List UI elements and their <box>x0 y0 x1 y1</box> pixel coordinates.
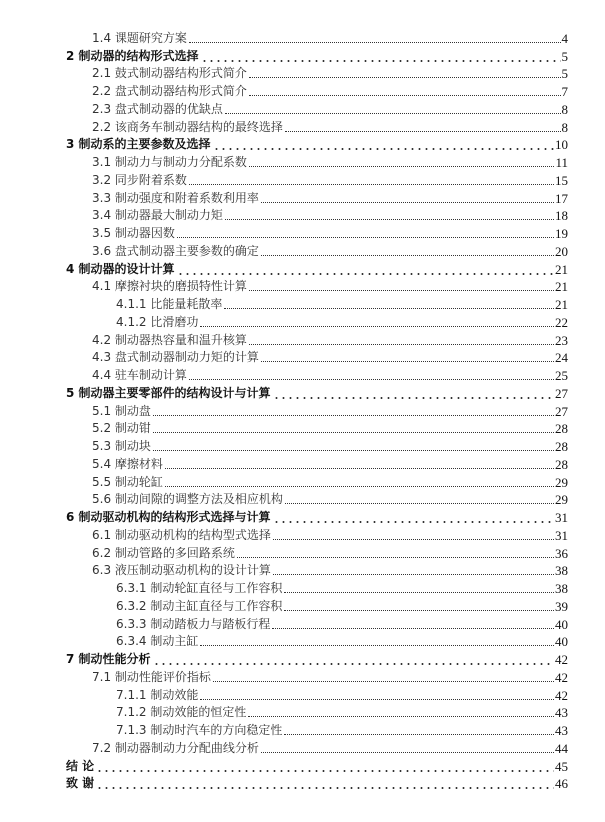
toc-section-entry[interactable] <box>66 82 568 100</box>
dot-leader <box>261 254 554 256</box>
dot-leader <box>165 467 554 469</box>
toc-entry-title: 5.4 摩擦材料 <box>92 456 163 471</box>
toc-page-number: 21 <box>555 279 568 295</box>
dot-leader <box>225 112 561 114</box>
dot-leader <box>153 663 554 665</box>
toc-entry-title: 5.1 制动盘 <box>92 403 151 418</box>
toc-chapter-entry[interactable] <box>66 47 568 65</box>
toc-entry-title: 7.2 制动器制动力分配曲线分析 <box>92 740 259 755</box>
toc-entry-title: 2 制动器的结构形式选择 <box>66 48 199 63</box>
toc-subsection-entry[interactable] <box>66 686 568 704</box>
toc-entry-title: 4 制动器的设计计算 <box>66 261 175 276</box>
toc-chapter-entry[interactable] <box>66 136 568 154</box>
toc-page-number: 20 <box>555 243 568 259</box>
toc-entry-title: 7 制动性能分析 <box>66 652 151 666</box>
toc-entry-title: 2.1 鼓式制动器结构形式简介 <box>92 66 247 81</box>
toc-chapter-entry[interactable] <box>66 650 568 668</box>
dot-leader <box>273 573 554 575</box>
toc-chapter-entry[interactable] <box>66 260 568 278</box>
toc-page-number: 7 <box>561 84 568 99</box>
toc-section-entry[interactable] <box>66 65 568 83</box>
dot-leader <box>285 502 554 504</box>
toc-section-entry[interactable] <box>66 331 568 349</box>
dot-leader <box>284 733 554 735</box>
toc-entry-title: 结 论 <box>66 758 95 773</box>
toc-entry-title: 致 谢 <box>66 776 95 791</box>
toc-subsection-entry[interactable] <box>66 313 568 331</box>
toc-page-number: 21 <box>555 261 568 277</box>
toc-entry-title: 4.1.2 比滑磨功 <box>116 314 199 329</box>
dot-leader <box>237 556 554 558</box>
toc-entry-title: 3.1 制动力与制动力分配系数 <box>92 155 247 169</box>
toc-page-number: 11 <box>555 155 568 170</box>
toc-entry-title: 3.5 制动器因数 <box>92 226 175 240</box>
toc-page-number: 43 <box>555 723 568 738</box>
toc-entry-title: 6.2 制动管路的多回路系统 <box>92 545 235 560</box>
toc-entry-title: 2.3 盘式制动器的优缺点 <box>92 101 223 116</box>
dot-leader <box>165 485 554 487</box>
dot-leader <box>200 325 554 327</box>
toc-chapter-entry[interactable] <box>66 775 568 793</box>
dot-leader <box>177 236 554 238</box>
dot-leader <box>153 431 554 433</box>
dot-leader <box>273 538 554 540</box>
toc-page-number: 40 <box>555 634 568 650</box>
dot-leader <box>273 397 554 399</box>
toc-section-entry[interactable] <box>66 118 568 136</box>
toc-section-entry[interactable] <box>66 171 568 189</box>
dot-leader <box>189 41 561 43</box>
toc-entry-title: 5.6 制动间隙的调整方法及相应机构 <box>92 492 283 507</box>
dot-leader <box>249 289 554 291</box>
dot-leader <box>213 148 554 150</box>
toc-section-entry[interactable] <box>66 349 568 367</box>
toc-entry-title: 4.3 盘式制动器制动力矩的计算 <box>92 350 259 365</box>
toc-section-entry[interactable] <box>66 455 568 473</box>
dot-leader <box>249 343 554 345</box>
toc-subsection-entry[interactable] <box>66 721 568 739</box>
toc-entry-title: 2.2 盘式制动器结构形式简介 <box>92 84 247 98</box>
toc-entry-title: 6 制动驱动机构的结构形式选择与计算 <box>66 510 271 524</box>
toc-entry-title: 3.6 盘式制动器主要参数的确定 <box>92 243 259 258</box>
toc-page-number: 39 <box>555 598 568 614</box>
dot-leader <box>153 414 554 416</box>
toc-section-entry[interactable] <box>66 668 568 686</box>
dot-leader <box>261 360 554 362</box>
toc-page-number: 23 <box>555 332 568 348</box>
toc-page-number: 5 <box>561 66 568 82</box>
toc-page-number: 46 <box>555 776 568 792</box>
dot-leader <box>261 751 554 753</box>
toc-page-number: 44 <box>555 740 568 756</box>
toc-page-number: 24 <box>555 350 568 366</box>
toc-entry-title: 4.2 制动器热容量和温升核算 <box>92 332 247 347</box>
toc-entry-title: 5.5 制动轮缸 <box>92 474 163 489</box>
dot-leader <box>261 201 554 203</box>
table-of-contents <box>66 29 568 792</box>
dot-leader <box>96 770 554 772</box>
toc-entry-title: 5.2 制动钳 <box>92 421 151 436</box>
toc-chapter-entry[interactable] <box>66 508 568 526</box>
toc-subsection-entry[interactable] <box>66 579 568 597</box>
toc-entry-title: 3.4 制动器最大制动力矩 <box>92 208 223 223</box>
toc-page-number: 38 <box>555 563 568 579</box>
toc-page-number: 17 <box>555 190 568 206</box>
dot-leader <box>284 591 554 593</box>
dot-leader <box>177 273 554 275</box>
toc-entry-title: 6.1 制动驱动机构的结构型式选择 <box>92 527 271 542</box>
toc-entry-title: 3.2 同步附着系数 <box>92 172 187 187</box>
toc-page-number: 25 <box>555 368 568 383</box>
toc-subsection-entry[interactable] <box>66 295 568 313</box>
toc-page-number: 10 <box>555 137 568 153</box>
dot-leader <box>189 183 554 185</box>
toc-page-number: 18 <box>555 208 568 224</box>
dot-leader <box>284 609 554 611</box>
dot-leader <box>248 715 554 717</box>
dot-leader <box>225 218 554 220</box>
toc-entry-title: 6.3.4 制动主缸 <box>116 634 199 649</box>
toc-section-entry[interactable] <box>66 224 568 242</box>
toc-page-number: 29 <box>555 492 568 508</box>
toc-entry-title: 2.2 该商务车制动器结构的最终选择 <box>92 119 283 134</box>
toc-section-entry[interactable] <box>66 562 568 580</box>
toc-section-entry[interactable] <box>66 100 568 118</box>
toc-page-number: 31 <box>555 510 568 525</box>
toc-section-entry[interactable] <box>66 242 568 260</box>
dot-leader <box>200 698 554 700</box>
toc-entry-title: 4.1.1 比能量耗散率 <box>116 297 223 311</box>
dot-leader <box>249 76 561 78</box>
toc-page-number: 42 <box>555 652 568 667</box>
toc-entry-title: 4.4 驻车制动计算 <box>92 368 187 382</box>
toc-entry-title: 3.3 制动强度和附着系数利用率 <box>92 190 259 205</box>
toc-section-entry[interactable] <box>66 402 568 420</box>
dot-leader <box>285 130 561 132</box>
toc-entry-title: 7.1.3 制动时汽车的方向稳定性 <box>116 723 283 737</box>
toc-page-number: 45 <box>555 758 568 774</box>
dot-leader <box>249 94 561 96</box>
toc-section-entry[interactable] <box>66 278 568 296</box>
toc-entry-title: 6.3.1 制动轮缸直径与工作容积 <box>116 581 283 595</box>
toc-section-entry[interactable] <box>66 420 568 438</box>
toc-page-number: 8 <box>561 119 568 135</box>
toc-page-number: 36 <box>555 545 568 561</box>
dot-leader <box>201 60 561 62</box>
toc-page-number: 27 <box>555 403 568 419</box>
toc-page-number: 27 <box>555 385 568 401</box>
toc-chapter-entry[interactable] <box>66 757 568 775</box>
toc-subsection-entry[interactable] <box>66 633 568 651</box>
toc-section-entry[interactable] <box>66 739 568 757</box>
dot-leader <box>273 521 554 523</box>
dot-leader <box>200 644 554 646</box>
toc-section-entry[interactable] <box>66 366 568 384</box>
toc-entry-title: 7.1.2 制动效能的恒定性 <box>116 705 247 720</box>
dot-leader <box>96 787 554 789</box>
toc-section-entry[interactable] <box>66 437 568 455</box>
toc-section-entry[interactable] <box>66 526 568 544</box>
toc-entry-title: 6.3 液压制动驱动机构的设计计算 <box>92 563 271 578</box>
toc-entry-title: 4.1 摩擦衬块的磨损特性计算 <box>92 279 247 294</box>
toc-page-number: 4 <box>561 30 568 46</box>
toc-section-entry[interactable] <box>66 189 568 207</box>
toc-section-entry[interactable] <box>66 544 568 562</box>
toc-entry-title: 1.4 课题研究方案 <box>92 30 187 45</box>
toc-page-number: 42 <box>555 669 568 685</box>
toc-subsection-entry[interactable] <box>66 597 568 615</box>
toc-section-entry[interactable] <box>66 491 568 509</box>
toc-page-number: 22 <box>555 314 568 330</box>
toc-page-number: 5 <box>561 48 568 64</box>
toc-page-number: 29 <box>555 474 568 490</box>
dot-leader <box>272 627 554 629</box>
toc-section-entry[interactable] <box>66 207 568 225</box>
toc-page-number: 28 <box>555 439 568 454</box>
dot-leader <box>249 165 555 167</box>
toc-entry-title: 5.3 制动块 <box>92 439 151 453</box>
toc-entry-title: 5 制动器主要零部件的结构设计与计算 <box>66 385 271 400</box>
toc-entry-title: 3 制动系的主要参数及选择 <box>66 137 211 152</box>
toc-entry-title: 6.3.3 制动踏板力与踏板行程 <box>116 616 271 631</box>
toc-entry-title: 6.3.2 制动主缸直径与工作容积 <box>116 598 283 613</box>
dot-leader <box>189 378 554 380</box>
toc-page-number: 38 <box>555 581 568 596</box>
dot-leader <box>224 307 554 309</box>
toc-page-number: 8 <box>561 101 568 117</box>
toc-page-number: 19 <box>555 226 568 241</box>
toc-section-entry[interactable] <box>66 473 568 491</box>
toc-entry-title: 7.1.1 制动效能 <box>116 687 199 702</box>
dot-leader <box>153 449 554 451</box>
toc-page-number: 28 <box>555 456 568 472</box>
toc-chapter-entry[interactable] <box>66 384 568 402</box>
toc-section-entry[interactable] <box>66 153 568 171</box>
toc-subsection-entry[interactable] <box>66 615 568 633</box>
toc-page-number: 15 <box>555 172 568 188</box>
toc-page-number: 42 <box>555 687 568 703</box>
toc-page-number: 40 <box>555 616 568 632</box>
toc-subsection-entry[interactable] <box>66 704 568 722</box>
toc-entry-title: 7.1 制动性能评价指标 <box>92 669 211 684</box>
toc-page-number: 21 <box>555 297 568 312</box>
toc-page-number: 43 <box>555 705 568 721</box>
toc-page-number: 31 <box>555 527 568 543</box>
dot-leader <box>213 680 554 682</box>
toc-section-entry[interactable] <box>66 29 568 47</box>
toc-page-number: 28 <box>555 421 568 437</box>
